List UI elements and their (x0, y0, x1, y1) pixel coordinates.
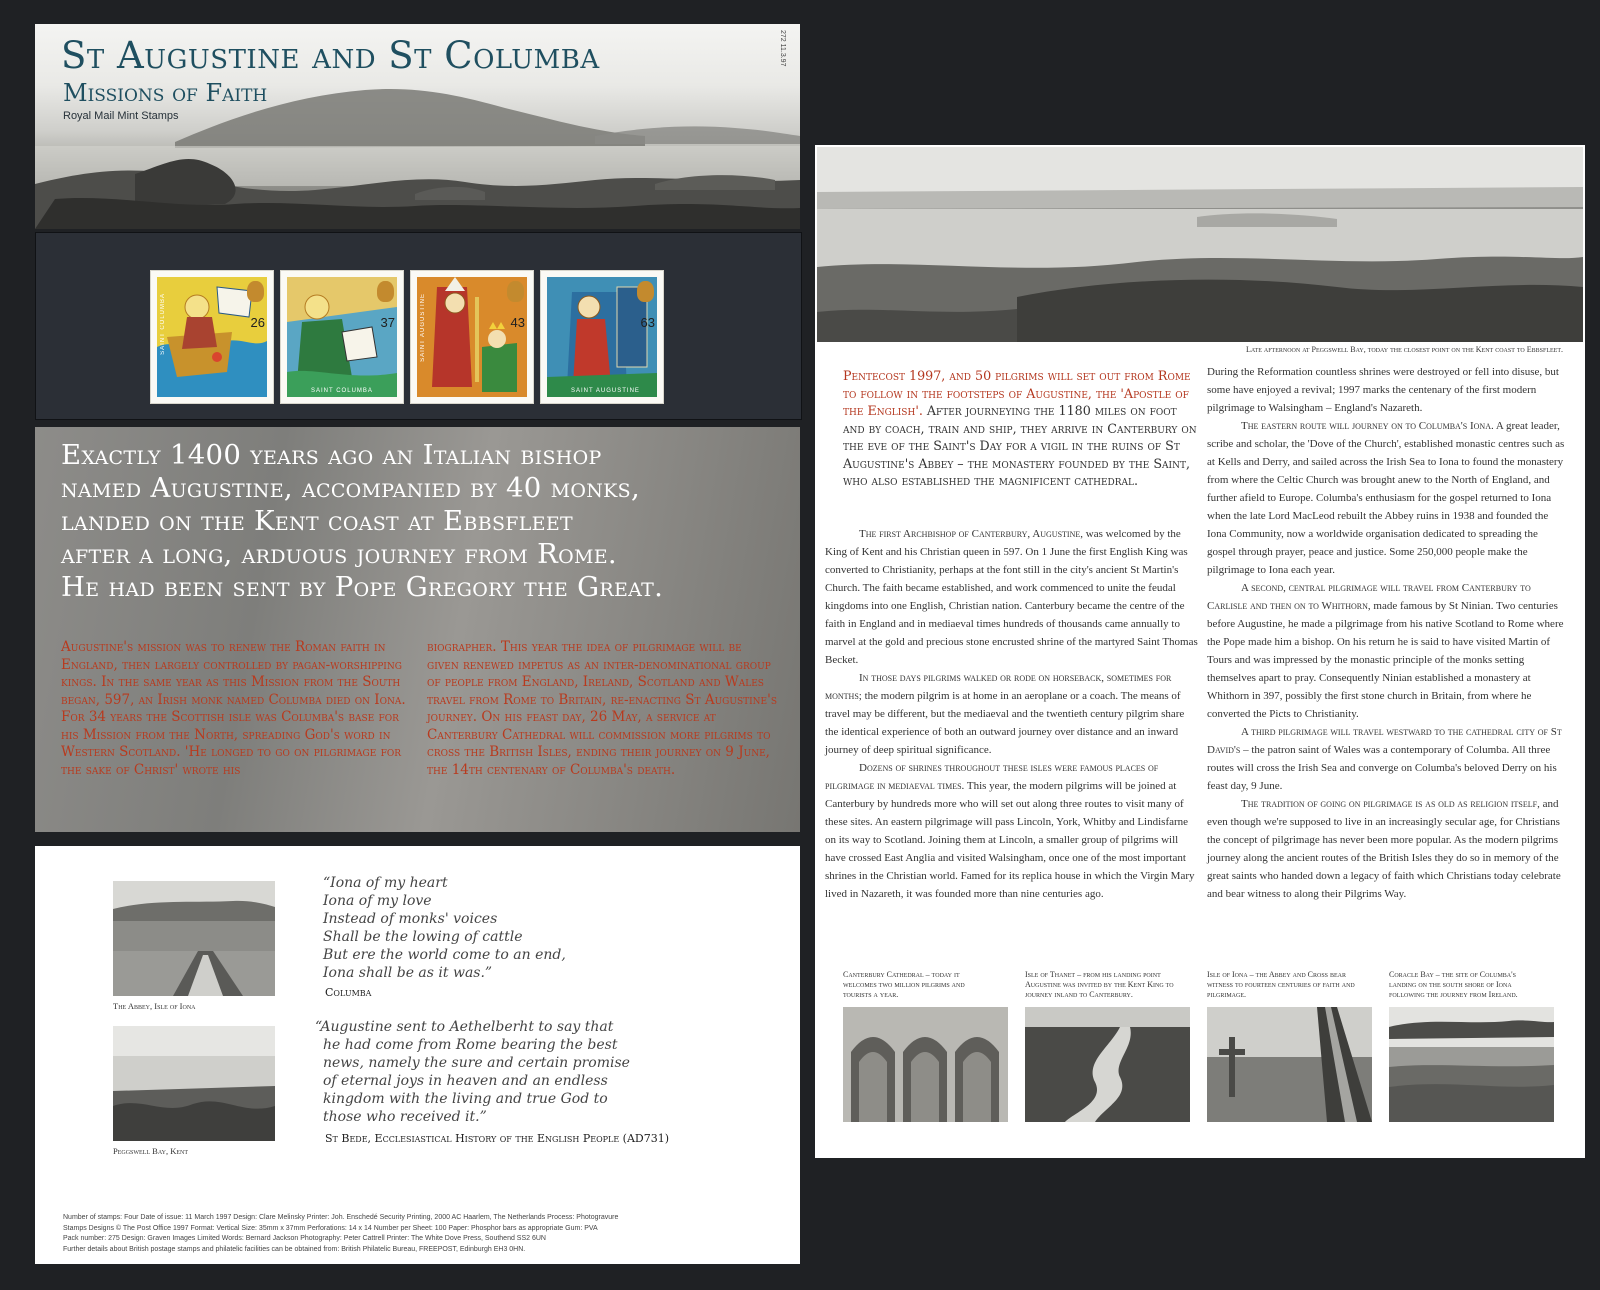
paragraph-text: and even though we're supposed to live in an increasingly secular age, for Christians the concept of pilgrimage has never been more popular. As the modern pilgrims journey along the ancient routes of the British Isles they do so in memory of the great saints who handed down a legacy of faith which Christians today celebrate and bear witness to along their Pilgrims Way. (1207, 798, 1561, 900)
isle-of-iona-photo (1207, 1007, 1372, 1122)
queen-head-icon (247, 281, 264, 302)
peggswell-bay-wide-photo (817, 147, 1583, 342)
headline-line: after a long, arduous journey from Rome. (61, 538, 617, 570)
headline-line: He had been sent by Pope Gregory the Great. (61, 571, 664, 603)
quote-line: those who received it.” (323, 1109, 487, 1125)
columba-quote (323, 874, 566, 982)
stamp-inscription: SAINT AUGUSTINE (571, 388, 640, 394)
thumb-caption: Isle of Thanet – from his landing point Augustine was invited by the Kent King to journey inland to Canterbury. (1025, 970, 1174, 999)
stamp-26p (151, 271, 273, 403)
paragraph-lead: A second, central pilgrimage will travel from Canterbury to Carlisle and then on to Whithorn, (1207, 582, 1531, 612)
lead-text: After journeying the 1180 miles on foot and by coach, train and ship, they arrive in Canterbury on the eve of the Saint's Day for a vigil in the ruins of St Augustine's Abbey – the monastery founded by the Saint, who also established the magnificent cathedral. (843, 403, 1197, 488)
quote-line: Iona of my love (323, 893, 432, 909)
quote-attribution: St Bede, Ecclesiastical History of the English People (AD731) (325, 1132, 670, 1145)
intro-column-1: Augustine's mission was to renew the Roman faith in England, then largely controlled by pagan-worshipping kings. In the same year as this Mission from the South began, 597, an Irish monk named Columba died on Iona. For 34 years the Scottish isle was Columba's base for his Mission from the North, spreading God's word in Western Scotland. 'He longed to go on pilgrimage for the sake of Christ' wrote his (61, 639, 406, 778)
thumb-caption: Canterbury Cathedral – today it welcomes two million pilgrims and tourists a year. (843, 970, 965, 999)
intro-panel (35, 427, 800, 832)
banner-caption: Royal Mail Mint Stamps (63, 110, 179, 122)
paragraph-text: the modern pilgrim is at home in an aeroplane or a coach. The means of travel may be different, but the mediaeval and the twentieth century pilgrim share the identical experience of both an outward journey over distance and an inward journey of deep spiritual significance. (825, 690, 1185, 756)
stamp-inscription: SAINT COLUMBA (311, 388, 373, 394)
stamp-value: 37 (380, 315, 395, 330)
iona-abbey-photo (113, 881, 275, 996)
queen-head-icon (637, 281, 654, 302)
thumb-caption: Coracle Bay – the site of Columba's landing on the south shore of Iona following the journey from Ireland. (1389, 970, 1518, 999)
stamp-inscription: SAINT COLUMBA (160, 293, 166, 355)
queen-head-icon (507, 281, 524, 302)
body-column-right (1207, 363, 1565, 903)
body-paragraph (1207, 795, 1565, 903)
right-page (815, 145, 1585, 1158)
headline-line: named Augustine, accompanied by 40 monks, (61, 472, 640, 504)
details-line: Stamps Designs © The Post Office 1997 Format: Vertical Size: 35mm x 37mm Perforations: 14 x 14 Number per Sheet: 100 Paper: Phosphor bars as appropriate Gum: PVA (63, 1224, 598, 1232)
thumb-caption: Isle of Iona – the Abbey and Cross bear witness to fourteen centuries of faith and pilgrimage. (1207, 970, 1355, 999)
headline-line: Exactly 1400 years ago an Italian bishop (61, 439, 602, 471)
body-paragraph (825, 669, 1200, 759)
isle-of-thanet-photo (1025, 1007, 1190, 1122)
stamp-inscription: SAINT AUGUSTINE (420, 293, 426, 362)
quote-line: news, namely the sure and certain promise (323, 1055, 630, 1071)
coracle-bay-photo (1389, 1007, 1554, 1122)
paragraph-lead: Dozens of shrines throughout these isles were famous places of pilgrimage in mediaeval times. (825, 762, 1159, 792)
details-line: Pack number: 275 Design: Graven Images Limited Words: Bernard Jackson Photography: Peter Cattrell Printer: The White Dove Press, Southend SS2 6UN (63, 1235, 546, 1242)
stamp-value: 26 (250, 315, 265, 330)
quote-line: kingdom with the living and true God to (323, 1091, 608, 1107)
stamp-43p (411, 271, 533, 403)
headline-line: landed on the Kent coast at Ebbsfleet (61, 505, 573, 537)
photo-caption: Peggswell Bay, Kent (113, 1146, 189, 1156)
page-subtitle: Missions of Faith (63, 79, 268, 107)
body-paragraph (1207, 417, 1565, 579)
body-paragraph (825, 525, 1200, 669)
peggswell-bay-photo (113, 1026, 275, 1141)
quote-line: of eternal joys in heaven and an endless (323, 1073, 608, 1089)
intro-column-2: biographer. This year the idea of pilgrimage will be given renewed impetus as an inter-denominational group of people from England, Ireland, Scotland and Wales travel from Rome to Britain, re-enacting St Augustine's journey. On his feast day, 26 May, a service at Canterbury Cathedral will commission more pilgrims to cross the British Isles, ending their journey on 9 June, the 14th centenary of Columba's death. (427, 639, 777, 778)
quote-line: he had come from Rome bearing the best (323, 1037, 618, 1053)
photo-caption: Late afternoon at Peggswell Bay, today the closest point on the Kent coast to Ebbsfleet. (1245, 345, 1563, 354)
quote-line: Shall be the lowing of cattle (323, 929, 523, 945)
photo-caption: The Abbey, Isle of Iona (113, 1001, 196, 1011)
stamp-strip (35, 232, 802, 420)
lead-highlight: Pentecost 1997, and 50 pilgrims will set out from Rome to follow in the footsteps of Augustine, the 'Apostle of the English'. (843, 368, 1191, 418)
lead-paragraph (843, 367, 1199, 490)
quotes-panel (35, 846, 800, 1264)
stamp-37p (281, 271, 403, 403)
paragraph-text: This year, the modern pilgrims will be joined at Canterbury by hundreds more who will set out along three routes to visit many of these sites. An eastern pilgrimage will pass Lincoln, York, Whitby and Lindisfarne on its way to Scotland. Joining them at Lincoln, a smaller group of pilgrims will have crossed East Anglia and visited Walsingham, once one of the most important shrines in the Christian world. Famed for its replica house in which the Virgin Mary lived in Nazareth, it was founded more than nine centuries ago. (825, 780, 1195, 900)
page-title: St Augustine and St Columba (61, 34, 600, 77)
paragraph-text: During the Reformation countless shrines were destroyed or fell into disuse, but some have enjoyed a revival; 1997 marks the centenary of the first modern pilgrimage to Walsingham – England's Nazareth. (1207, 366, 1559, 414)
details-line: Further details about British postage stamps and philatelic facilities can be obtained from: British Philatelic Bureau, FREEPOST, Edinburgh EH3 0HN. (63, 1245, 526, 1253)
details-line: Number of stamps: Four Date of issue: 11 March 1997 Design: Clare Melinsky Printer: Joh. Enschedé Security Printing, 2000 AC Haarlem, The Netherlands Process: Photogravure (63, 1214, 619, 1221)
body-paragraph (1207, 723, 1565, 795)
paragraph-text: was welcomed by the King of Kent and his Christian queen in 597. On 1 June the first English King was converted to Christianity, perhaps at the font still in the city's ancient St Martin's Church. The faith became established, and work commenced to unite the feudal kingdoms into one English, Christian nation. Canterbury became the centre of the faith in England and in mediaeval times hundreds of thousands came annually to marvel at the gold and precious stone encrusted shrine of the martyred Saint Thomas Becket. (825, 528, 1198, 666)
paragraph-text: A great leader, scribe and scholar, the 'Dove of the Church', established monastic centres such as at Kells and Derry, and sailed across the Irish Sea to Iona to found the monastery from where the Celtic Church was brought anew to the North of England, and further afield to Europe. Columba's enthusiasm for the gospel returned to Iona when the late Lord MacLeod rebuilt the Abbey ruins in 1938 and founded the Iona Community, now a worldwide organisation dedicated to spreading the gospel through prayer, peace and justice. Some 250,000 people make the pilgrimage to Iona each year. (1207, 420, 1565, 576)
body-paragraph (825, 759, 1200, 903)
paragraph-text: made famous by St Ninian. Two centuries before Augustine, he made a pilgrimage from his native Scotland to Rome where the Pope made him a bishop. On his return he is said to have visited Martin of Tours and was impressed by the monastic principle of the monks setting themselves apart to pray. Consequently Ninian established a monastery at Whithorn in 397, possibly the first stone church in Britain, from where he converted the Picts to Christianity. (1207, 600, 1564, 720)
intro-headline (61, 439, 801, 604)
bede-quote (315, 1018, 630, 1126)
paragraph-lead: In those days pilgrims walked or rode on horseback, sometimes for months; (825, 672, 1172, 702)
stamp-value: 43 (510, 315, 525, 330)
quote-line: Iona shall be as it was.” (323, 965, 493, 981)
quote-line: “Augustine sent to Aethelberht to say that (315, 1019, 614, 1035)
quote-line: “Iona of my heart (323, 875, 448, 891)
paragraph-text: – the patron saint of Wales was a contemporary of Columba. All three routes will cross the Irish Sea and converge on Columba's beloved Derry on his feast day, 9 June. (1207, 744, 1557, 792)
paragraph-lead: A third pilgrimage will travel westward to the cathedral city of St David's (1207, 726, 1562, 756)
body-column-left (825, 525, 1200, 903)
queen-head-icon (377, 281, 394, 302)
body-paragraph (1207, 579, 1565, 723)
paragraph-lead: The tradition of going on pilgrimage is as old as religion itself, (1241, 798, 1540, 810)
paragraph-lead: The eastern route will journey on to Columba's Iona. (1241, 420, 1494, 432)
body-paragraph (1207, 363, 1565, 417)
header-banner (35, 24, 800, 229)
stamp-details (63, 1213, 783, 1255)
pack-code: 272 11.3.97 (779, 30, 786, 67)
paragraph-lead: The first Archbishop of Canterbury, Augustine, (859, 528, 1084, 540)
quote-line: Instead of monks' voices (323, 911, 498, 927)
quote-attribution: Columba (325, 986, 372, 999)
stamp-value: 63 (640, 315, 655, 330)
canterbury-cathedral-photo (843, 1007, 1008, 1122)
quote-line: But ere the world come to an end, (323, 947, 566, 963)
stamp-63p (541, 271, 663, 403)
